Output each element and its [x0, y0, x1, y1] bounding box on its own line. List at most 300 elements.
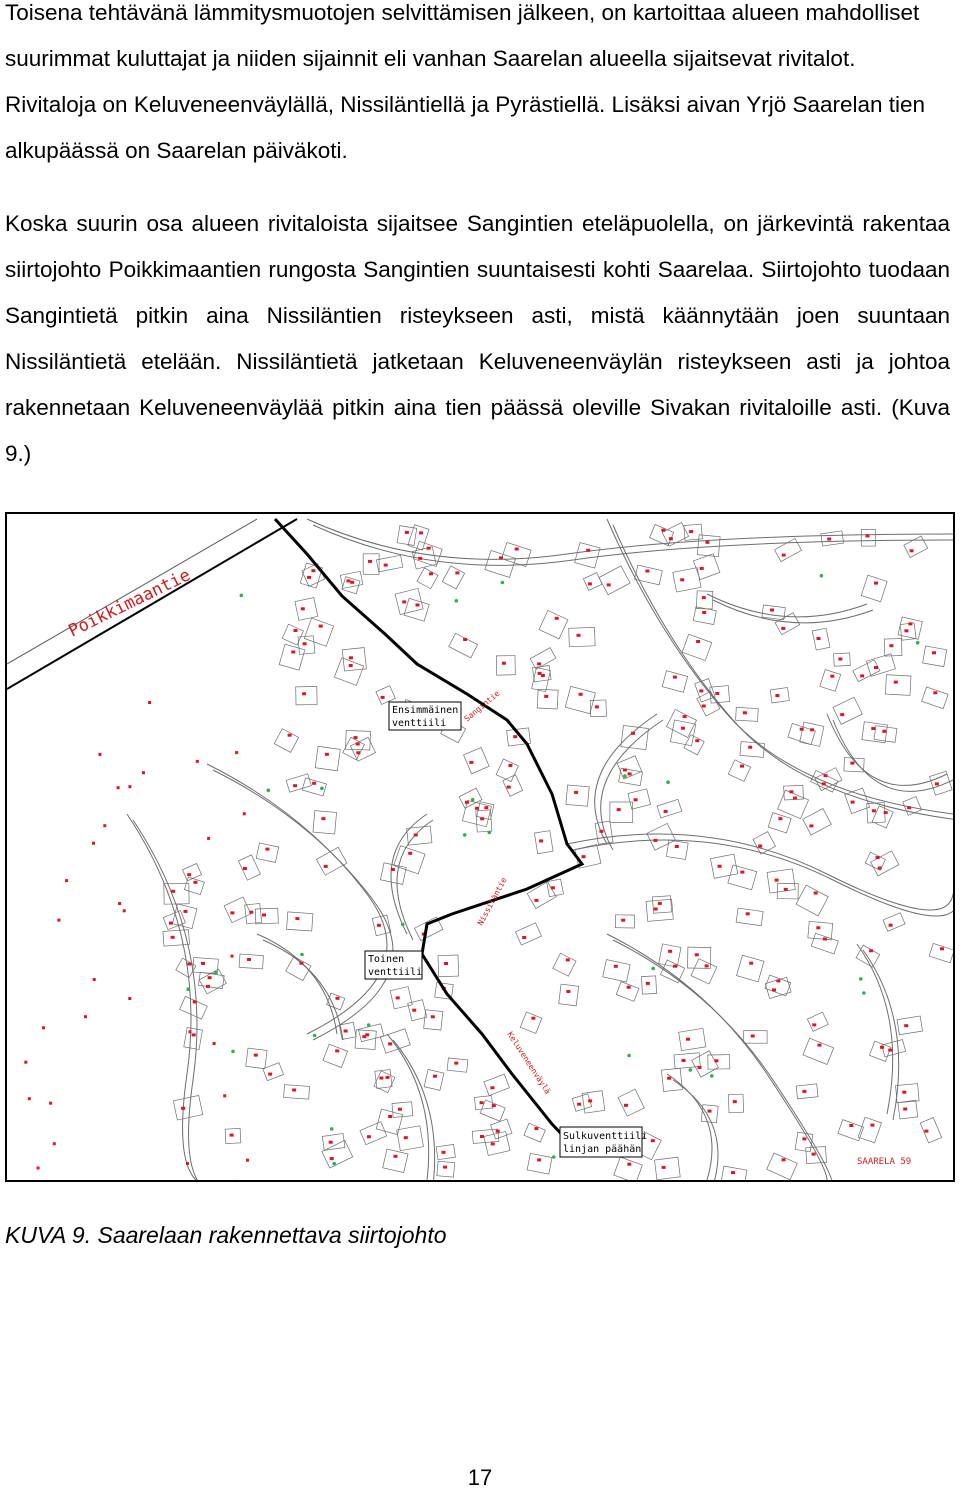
- building-marker: [669, 537, 673, 540]
- parcel: [861, 529, 875, 546]
- parcel: [380, 1029, 410, 1053]
- building-marker: [344, 1030, 348, 1033]
- vegetation-marker: [186, 987, 190, 991]
- building-marker: [566, 958, 570, 961]
- building-marker: [588, 582, 592, 585]
- parcel: [778, 790, 809, 819]
- building-marker: [696, 640, 700, 643]
- parcel: [744, 1031, 767, 1044]
- building-marker: [311, 569, 315, 572]
- parcel: [485, 550, 516, 577]
- building-marker: [702, 596, 706, 599]
- building-marker: [544, 695, 548, 698]
- building-marker: [878, 867, 882, 870]
- parcel: [449, 633, 478, 658]
- parcel: [737, 955, 764, 982]
- shutoff-valve-label-line1: Sulkuventtiili: [563, 1131, 648, 1142]
- parcel: [340, 571, 362, 588]
- building-marker: [408, 852, 412, 855]
- building-marker: [128, 785, 131, 788]
- building-marker: [924, 1130, 928, 1133]
- vegetation-marker: [463, 833, 467, 837]
- vegetation-marker: [859, 977, 863, 981]
- building-marker: [651, 1139, 655, 1142]
- parcel: [821, 531, 844, 546]
- building-marker: [888, 1049, 892, 1052]
- building-marker: [910, 549, 914, 552]
- vegetation-marker: [240, 594, 244, 598]
- parcel: [618, 1089, 644, 1116]
- building-marker: [621, 919, 625, 922]
- building-marker: [908, 622, 912, 625]
- paragraph-route: Koska suurin osa alueen rivitaloista sijaitsee Sangintien eteläpuolella, on järkevintä rakentaa siirtojohto Poikkimaantien rungosta Sangintien suuntaisesti kohti Saarelaa. Siirtojohto tuodaan Sangintietä pitkin aina Nissiläntien risteykseen asti, mistä käännytään joen suuntaan Nissiläntietä etelään. Nissiläntietä jatketaan Keluveneenväylän risteykseen asti ja johtoa rakennetaan Keluveneenväylää pitkin aina tien päässä oleville Sivakan rivitaloille asti. (Kuva 9.): [5, 211, 950, 466]
- parcel: [296, 687, 317, 705]
- building-marker: [502, 662, 506, 665]
- building-marker: [904, 629, 908, 632]
- building-marker: [702, 705, 706, 708]
- parcel: [295, 598, 318, 621]
- parcel: [728, 1094, 743, 1112]
- building-marker: [324, 865, 328, 868]
- street-line: [573, 840, 953, 916]
- vegetation-marker: [267, 789, 271, 793]
- building-marker: [463, 638, 467, 641]
- building-marker: [675, 845, 679, 848]
- building-marker: [303, 642, 307, 645]
- building-marker: [213, 1042, 216, 1045]
- parcel: [502, 542, 532, 566]
- building-marker: [673, 965, 677, 968]
- building-marker: [705, 541, 709, 544]
- street-line: [833, 720, 953, 791]
- building-marker: [733, 1100, 737, 1103]
- building-marker: [784, 888, 788, 891]
- parcel: [408, 525, 429, 550]
- building-marker: [617, 808, 621, 811]
- building-marker: [292, 1089, 296, 1092]
- parcel: [660, 960, 684, 983]
- building-marker: [631, 732, 635, 735]
- building-marker: [577, 1103, 581, 1106]
- parcel: [619, 768, 643, 785]
- parcel: [833, 697, 862, 724]
- parcel: [515, 923, 541, 945]
- nissilantie-label: Nissiläntie: [475, 875, 509, 927]
- street-line: [707, 594, 867, 617]
- building-marker: [356, 743, 360, 746]
- parcel: [811, 933, 838, 954]
- parcel: [534, 831, 553, 854]
- building-marker: [336, 997, 340, 1000]
- street-line: [387, 1034, 429, 1180]
- building-marker: [577, 634, 581, 637]
- paragraph-intro: Toisena tehtävänä lämmitysmuotojen selvittämisen jälkeen, on kartoittaa alueen mahdolliset suurimmat kuluttajat ja niiden sijainnit eli vanhan Saarelan alueella sijaitsevat rivitalot. Rivitaloja on Keluveneenväylällä, Nissiläntiellä ja Pyrästiellä. Lisäksi aivan Yrjö Saarelan tien alkupäässä on Saarelan päiväkoti.: [5, 0, 926, 163]
- building-marker: [354, 736, 358, 739]
- parcel: [628, 789, 651, 809]
- parcel: [796, 885, 828, 916]
- building-marker: [658, 902, 662, 905]
- building-marker: [208, 976, 212, 979]
- building-marker: [223, 1094, 226, 1097]
- parcel: [662, 671, 687, 693]
- building-marker: [230, 911, 234, 914]
- building-marker: [812, 1023, 816, 1026]
- building-marker: [118, 902, 121, 905]
- building-marker: [778, 817, 782, 820]
- building-marker: [588, 1099, 592, 1102]
- building-marker: [708, 1110, 712, 1113]
- first-valve-label-line2: venttiili: [392, 718, 447, 729]
- building-marker: [193, 1000, 197, 1003]
- building-marker: [654, 839, 658, 842]
- vegetation-marker: [455, 599, 459, 603]
- building-marker: [330, 1157, 334, 1160]
- building-marker: [880, 1046, 884, 1049]
- building-marker: [781, 627, 785, 630]
- parcel: [661, 1068, 682, 1091]
- building-marker: [93, 978, 96, 981]
- vegetation-marker: [214, 971, 218, 975]
- parcel: [173, 1095, 203, 1120]
- building-marker: [356, 751, 360, 754]
- parcel: [474, 1096, 492, 1110]
- parcel: [358, 1024, 383, 1042]
- building-marker: [381, 696, 385, 699]
- building-marker: [496, 1130, 500, 1133]
- second-valve-label-line2: venttiili: [368, 967, 423, 978]
- building-marker: [664, 810, 668, 813]
- parcel: [424, 1069, 444, 1090]
- building-marker: [405, 531, 409, 534]
- building-marker: [499, 556, 503, 559]
- building-marker: [695, 739, 699, 742]
- building-marker: [377, 924, 381, 927]
- building-marker: [49, 1102, 52, 1105]
- building-marker: [817, 637, 821, 640]
- building-marker: [802, 1137, 806, 1140]
- parcel: [777, 883, 798, 899]
- building-marker: [288, 734, 292, 737]
- building-marker: [555, 617, 559, 620]
- building-marker: [507, 786, 511, 789]
- vegetation-marker: [488, 831, 492, 835]
- parcel: [575, 543, 600, 568]
- building-marker: [268, 1073, 272, 1076]
- second-valve-label-line1: Toinen: [368, 954, 405, 965]
- parcel: [263, 1063, 284, 1081]
- vegetation-marker: [300, 953, 304, 957]
- parcel: [322, 1140, 353, 1168]
- parcel: [696, 591, 712, 609]
- vegetation-marker: [367, 1023, 371, 1027]
- building-marker: [350, 581, 354, 584]
- building-marker: [614, 965, 618, 968]
- building-marker: [566, 990, 570, 993]
- street-line: [127, 814, 237, 1180]
- building-marker: [187, 963, 191, 966]
- building-marker: [300, 962, 304, 965]
- building-marker: [932, 651, 936, 654]
- map-buildings: [24, 529, 944, 1174]
- building-marker: [731, 1171, 735, 1174]
- building-marker: [667, 1077, 671, 1080]
- parcel: [697, 691, 720, 716]
- building-marker: [184, 910, 188, 913]
- parcel: [323, 1044, 348, 1067]
- building-marker: [491, 1142, 495, 1145]
- vegetation-marker: [320, 787, 324, 791]
- building-marker: [92, 842, 95, 845]
- parcel: [808, 921, 833, 939]
- building-marker: [171, 890, 175, 893]
- page-number: 17: [467, 1465, 493, 1490]
- building-marker: [840, 713, 844, 716]
- shutoff-valve-label: [560, 1127, 647, 1157]
- building-marker: [442, 1151, 446, 1154]
- building-marker: [368, 560, 372, 563]
- building-marker: [940, 947, 944, 950]
- parcel: [655, 1157, 681, 1180]
- building-marker: [384, 564, 388, 567]
- building-marker: [849, 1124, 853, 1127]
- poikkimaantie-road: [7, 519, 297, 689]
- building-marker: [396, 996, 400, 999]
- parcel: [866, 654, 895, 677]
- building-marker: [235, 751, 238, 754]
- parcel: [803, 809, 832, 835]
- building-marker: [189, 1030, 192, 1033]
- building-marker: [904, 1024, 908, 1027]
- building-marker: [57, 919, 60, 922]
- building-marker: [386, 1076, 390, 1079]
- building-marker: [537, 1158, 541, 1161]
- building-marker: [367, 1135, 371, 1138]
- parcel: [163, 911, 185, 930]
- parcel: [807, 1012, 828, 1031]
- parcel: [872, 806, 893, 828]
- building-marker: [714, 1059, 718, 1062]
- building-marker: [809, 824, 813, 827]
- building-marker: [882, 730, 886, 733]
- building-marker: [746, 912, 750, 915]
- parcel: [728, 865, 757, 890]
- parcel: [803, 1038, 834, 1064]
- parcel: [184, 1028, 203, 1050]
- street-line: [607, 519, 953, 814]
- building-marker: [103, 824, 106, 827]
- vegetation-marker: [401, 923, 405, 927]
- building-marker: [28, 1097, 31, 1100]
- parcel: [920, 1118, 941, 1143]
- building-marker: [243, 867, 247, 870]
- vegetation-marker: [313, 1034, 317, 1038]
- building-marker: [695, 953, 699, 956]
- building-marker: [827, 538, 831, 541]
- building-marker: [419, 531, 423, 534]
- vegetation-marker: [862, 991, 866, 995]
- building-marker: [295, 917, 299, 920]
- parcel: [334, 658, 363, 686]
- parcel: [313, 811, 337, 834]
- building-marker: [624, 1104, 628, 1107]
- parcel: [670, 720, 695, 746]
- parcel: [679, 1028, 706, 1050]
- building-marker: [535, 899, 539, 902]
- parcel: [539, 610, 568, 638]
- building-marker: [246, 1159, 249, 1162]
- building-marker: [249, 911, 253, 914]
- street-line: [601, 720, 663, 850]
- building-marker: [758, 845, 762, 848]
- building-marker: [444, 962, 448, 965]
- building-marker: [889, 924, 893, 927]
- parcel: [380, 863, 406, 885]
- building-marker: [254, 1054, 258, 1057]
- parcel: [565, 686, 595, 713]
- building-marker: [193, 881, 197, 884]
- building-marker: [830, 675, 834, 678]
- building-marker: [98, 753, 101, 756]
- parcel: [767, 869, 795, 893]
- parcel: [559, 984, 579, 1006]
- parcel: [282, 624, 303, 645]
- building-marker: [851, 801, 855, 804]
- parcel: [929, 943, 953, 962]
- parcel: [728, 760, 750, 782]
- building-marker: [634, 798, 638, 801]
- parcel: [882, 1040, 906, 1057]
- building-marker: [301, 607, 305, 610]
- parcel: [464, 748, 490, 774]
- street-line: [673, 1080, 718, 1180]
- building-marker: [431, 1015, 435, 1018]
- poikkimaantie-label: Poikkimaantie: [65, 565, 194, 642]
- building-marker: [186, 1162, 189, 1165]
- vegetation-marker: [332, 1162, 336, 1166]
- building-marker: [117, 786, 120, 789]
- parcel: [383, 1149, 408, 1172]
- parcel: [652, 896, 671, 914]
- building-marker: [265, 848, 269, 851]
- parcel: [770, 688, 789, 703]
- parcel: [603, 960, 630, 982]
- vegetation-marker: [627, 1054, 631, 1058]
- building-marker: [388, 1115, 392, 1118]
- building-marker: [705, 964, 709, 967]
- parcel: [922, 687, 948, 709]
- building-marker: [346, 579, 350, 582]
- building-marker: [192, 1033, 196, 1036]
- parcel: [572, 1094, 592, 1111]
- parcel: [898, 1100, 918, 1119]
- building-marker: [537, 662, 541, 665]
- building-marker: [427, 547, 431, 550]
- parcel: [566, 785, 589, 806]
- building-marker: [689, 530, 693, 533]
- parcel: [424, 1010, 443, 1030]
- parcel: [616, 982, 639, 1002]
- parcel: [363, 554, 379, 575]
- building-marker: [823, 938, 827, 941]
- parcel: [693, 554, 720, 580]
- keluveneenvayla-label: Keluveneenväylä: [505, 1030, 553, 1096]
- parcel: [315, 746, 340, 771]
- parcel: [708, 1055, 730, 1070]
- building-marker: [775, 879, 779, 882]
- parcel: [736, 707, 759, 721]
- parcel: [659, 944, 681, 967]
- building-marker: [681, 727, 685, 730]
- building-marker: [874, 582, 878, 585]
- building-marker: [349, 664, 353, 667]
- building-marker: [335, 1049, 339, 1052]
- building-marker: [206, 985, 210, 988]
- building-marker: [508, 764, 512, 767]
- parcel: [180, 996, 208, 1019]
- building-marker: [388, 1042, 392, 1045]
- building-marker: [465, 801, 469, 804]
- building-marker: [307, 576, 311, 579]
- building-marker: [860, 674, 864, 677]
- building-marker: [480, 1135, 484, 1138]
- building-marker: [700, 567, 704, 570]
- parcel: [635, 565, 663, 585]
- building-marker: [793, 797, 797, 800]
- street-line: [713, 600, 873, 623]
- building-marker: [538, 672, 542, 675]
- street-line: [313, 525, 953, 565]
- parcel: [929, 771, 952, 795]
- building-marker: [782, 554, 786, 557]
- parcel: [404, 598, 429, 621]
- vegetation-marker: [623, 774, 627, 778]
- building-marker: [513, 735, 517, 738]
- building-marker: [534, 1127, 538, 1130]
- vegetation-marker: [651, 967, 655, 971]
- building-marker: [394, 1155, 398, 1158]
- parcel: [459, 788, 482, 808]
- building-marker: [123, 909, 126, 912]
- building-marker: [262, 914, 266, 917]
- building-marker: [379, 1077, 383, 1080]
- parcel: [304, 618, 333, 646]
- building-marker: [187, 873, 191, 876]
- parcel: [753, 832, 775, 854]
- parcel: [255, 908, 278, 924]
- parcel: [853, 660, 880, 682]
- building-marker: [876, 856, 880, 859]
- building-marker: [490, 1086, 494, 1089]
- building-marker: [391, 868, 395, 871]
- building-marker: [812, 1153, 816, 1156]
- parcel: [397, 526, 417, 546]
- street-line: [667, 1074, 712, 1180]
- building-marker: [148, 701, 151, 704]
- building-marker: [586, 549, 590, 552]
- building-marker: [171, 936, 175, 939]
- building-marker: [416, 604, 420, 607]
- building-marker: [866, 534, 870, 537]
- vegetation-marker: [330, 1127, 334, 1131]
- building-marker: [935, 782, 939, 785]
- building-marker: [595, 705, 599, 708]
- building-marker: [196, 760, 199, 763]
- building-marker: [718, 865, 722, 868]
- parcel: [569, 627, 595, 646]
- building-marker: [789, 790, 793, 793]
- street-line: [213, 770, 393, 1040]
- building-marker: [522, 936, 526, 939]
